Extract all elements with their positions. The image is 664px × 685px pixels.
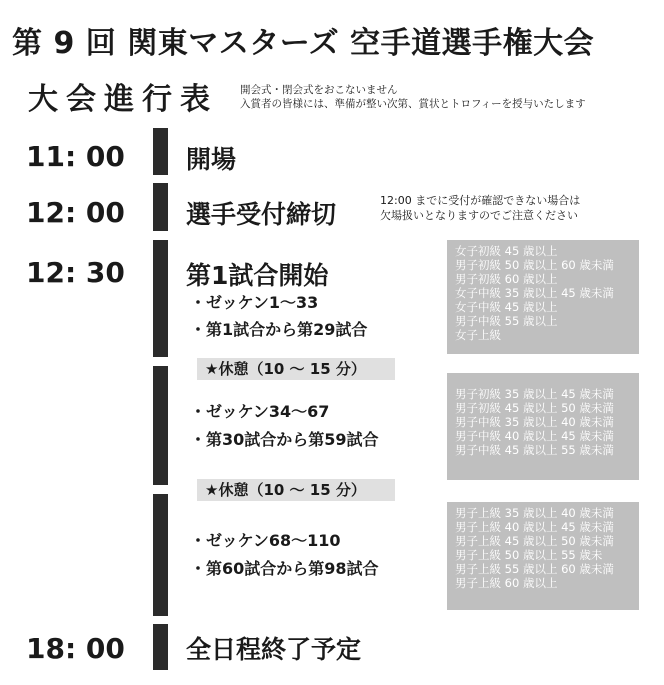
time-label: 11: 00 — [26, 140, 125, 173]
category-item: 男子上級 60 歳以上 — [455, 576, 558, 590]
timeline-bar — [153, 128, 168, 175]
category-list — [447, 373, 639, 480]
category-item: 男子上級 35 歳以上 40 歳未満 — [455, 506, 614, 520]
schedule-heading: 大会進行表 — [28, 82, 218, 117]
category-item: 女子中級 35 歳以上 45 歳未満 — [455, 286, 614, 300]
timeline-bar — [153, 366, 168, 485]
bib-range: ・ゼッケン34〜67 — [190, 402, 330, 421]
break-banner: ★休憩（10 〜 15 分） — [197, 479, 395, 501]
event-label: 第1試合開始 — [186, 261, 329, 290]
deadline-note — [380, 193, 580, 223]
match-range: ・第1試合から第29試合 — [190, 320, 368, 339]
notice-text — [240, 83, 586, 111]
category-item: 男子初級 50 歳以上 60 歳未満 — [455, 258, 614, 272]
time-label: 12: 30 — [26, 256, 125, 289]
category-item: 男子上級 45 歳以上 50 歳未満 — [455, 534, 614, 548]
event-label: 選手受付締切 — [186, 200, 337, 229]
bib-range: ・ゼッケン68〜110 — [190, 531, 341, 550]
notice-line: 開会式・閉会式をおこないません — [240, 84, 398, 96]
category-item: 男子上級 40 歳以上 45 歳未満 — [455, 520, 614, 534]
timeline-bar — [153, 240, 168, 357]
note-line: 欠場扱いとなりますのでご注意ください — [380, 209, 578, 222]
document-title: 第 9 回 関東マスターズ 空手道選手権大会 — [12, 26, 595, 61]
event-label: 全日程終了予定 — [186, 635, 362, 664]
match-range: ・第30試合から第59試合 — [190, 430, 379, 449]
category-item: 男子中級 40 歳以上 45 歳未満 — [455, 429, 614, 443]
break-banner: ★休憩（10 〜 15 分） — [197, 358, 395, 380]
category-list — [447, 240, 639, 354]
category-item: 男子中級 55 歳以上 — [455, 314, 558, 328]
bib-range: ・ゼッケン1〜33 — [190, 293, 319, 312]
category-item: 男子中級 35 歳以上 40 歳未満 — [455, 415, 614, 429]
category-list — [447, 502, 639, 610]
category-item: 男子上級 50 歳以上 55 歳未 — [455, 548, 603, 562]
time-label: 18: 00 — [26, 632, 125, 665]
timeline-bar — [153, 624, 168, 670]
category-item: 男子初級 60 歳以上 — [455, 272, 558, 286]
category-item: 女子中級 45 歳以上 — [455, 300, 558, 314]
category-item: 男子初級 45 歳以上 50 歳未満 — [455, 401, 614, 415]
note-line: 12:00 までに受付が確認できない場合は — [380, 194, 581, 207]
time-label: 12: 00 — [26, 196, 125, 229]
match-range: ・第60試合から第98試合 — [190, 559, 379, 578]
category-item: 男子上級 55 歳以上 60 歳未満 — [455, 562, 614, 576]
category-item: 女子上級 — [455, 328, 501, 342]
category-item: 女子初級 45 歳以上 — [455, 244, 558, 258]
category-item: 男子中級 45 歳以上 55 歳未満 — [455, 443, 614, 457]
timeline-bar — [153, 494, 168, 616]
event-label: 開場 — [186, 145, 237, 174]
category-item: 男子初級 35 歳以上 45 歳未満 — [455, 387, 614, 401]
timeline-bar — [153, 183, 168, 231]
notice-line: 入賞者の皆様には、準備が整い次第、賞状とトロフィーを授与いたします — [240, 98, 586, 110]
